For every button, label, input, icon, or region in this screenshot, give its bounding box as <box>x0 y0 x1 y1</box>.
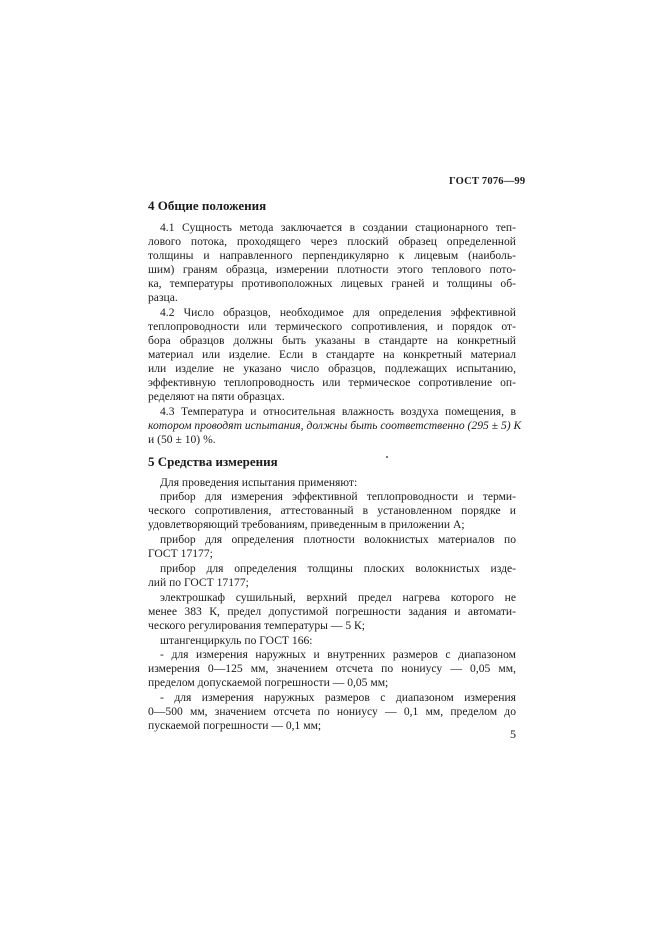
s5-line-14: измерения 0—125 мм, значением отсчета по нониусу — 0,05 мм, <box>148 662 516 675</box>
s5-line-12: штангенциркуль по ГОСТ 166: <box>160 634 313 647</box>
s5-line-3: ческого сопротивления, аттестованный в установленном порядке и <box>148 504 516 517</box>
s5-line-4: удовлетворяющий требованиям, приведенным в приложении А; <box>148 518 465 531</box>
s5-line-18: пускаемой погрешности — 0,1 мм; <box>148 719 322 732</box>
section-4-heading: 4 Общие положения <box>148 198 267 213</box>
s4-line-13: ределяют на пяти образцах. <box>148 390 285 403</box>
page-number: 5 <box>510 727 516 741</box>
s4-line-16: и (50 ± 10) %. <box>148 433 216 446</box>
s4-line-2: лового потока, проходящего через плоский образец определенной <box>148 235 516 248</box>
s4-line-12: эффективную теплопроводность или термическое сопротивление оп- <box>148 376 516 389</box>
s4-line-4: шим) граням образца, измерении плотности этого теплового пото- <box>148 263 516 276</box>
s5-line-5: прибор для определения плотности волокнистых материалов по <box>160 533 516 546</box>
s4-line-15: котором проводят испытания, должны быть соответственно (295 ± 5) К <box>148 419 522 432</box>
s5-line-9: электрошкаф сушильный, верхний предел нагрева которого не <box>160 591 516 604</box>
s5-line-13: - для измерения наружных и внутренних размеров с диапазоном <box>160 648 516 661</box>
s4-line-6: разца. <box>148 291 178 304</box>
s4-line-8: теплопроводности или термического сопротивления, и порядок от- <box>148 320 516 333</box>
document-code: ГОСТ 7076—99 <box>449 176 526 187</box>
s4-line-7: 4.2 Число образцов, необходимое для определения эффективной <box>160 306 516 319</box>
stray-dot <box>386 456 388 458</box>
section-5-heading: 5 Средства измерения <box>148 454 278 469</box>
s5-line-2: прибор для измерения эффективной теплопроводности и терми- <box>160 490 516 503</box>
s4-line-14: 4.3 Температура и относительная влажность воздуха помещения, в <box>160 405 516 418</box>
s4-line-11: или изделие не указано число образцов, подлежащих испытанию, <box>148 362 516 375</box>
s5-line-6: ГОСТ 17177; <box>148 547 213 560</box>
s4-line-3: толщины и направленного перпендикулярно к лицевым (наиболь- <box>148 249 516 262</box>
s4-line-9: бора образцов должны быть указаны в стандарте на конкретный <box>148 334 516 347</box>
s5-line-17: 0—500 мм, значением отсчета по нониусу — 0,1 мм, пределом до <box>148 705 516 718</box>
s5-line-8: лий по ГОСТ 17177; <box>148 576 249 589</box>
s4-line-5: ка, температуры противоположных лицевых граней и толщины об- <box>148 277 516 290</box>
s5-line-7: прибор для определения толщины плоских волокнистых изде- <box>160 562 516 575</box>
s4-line-1: 4.1 Сущность метода заключается в создании стационарного теп- <box>160 221 516 234</box>
s4-line-10: материал или изделие. Если в стандарте на конкретный материал <box>148 348 516 361</box>
s5-line-10: менее 383 К, предел допустимой погрешности задания и автомати- <box>148 605 516 618</box>
s5-line-15: пределом допускаемой погрешности — 0,05 мм; <box>148 676 389 689</box>
s5-line-11: ческого регулирования температуры — 5 К; <box>148 619 365 632</box>
s5-line-1: Для проведения испытания применяют: <box>160 476 358 489</box>
s5-line-16: - для измерения наружных размеров с диапазоном измерения <box>160 691 516 704</box>
